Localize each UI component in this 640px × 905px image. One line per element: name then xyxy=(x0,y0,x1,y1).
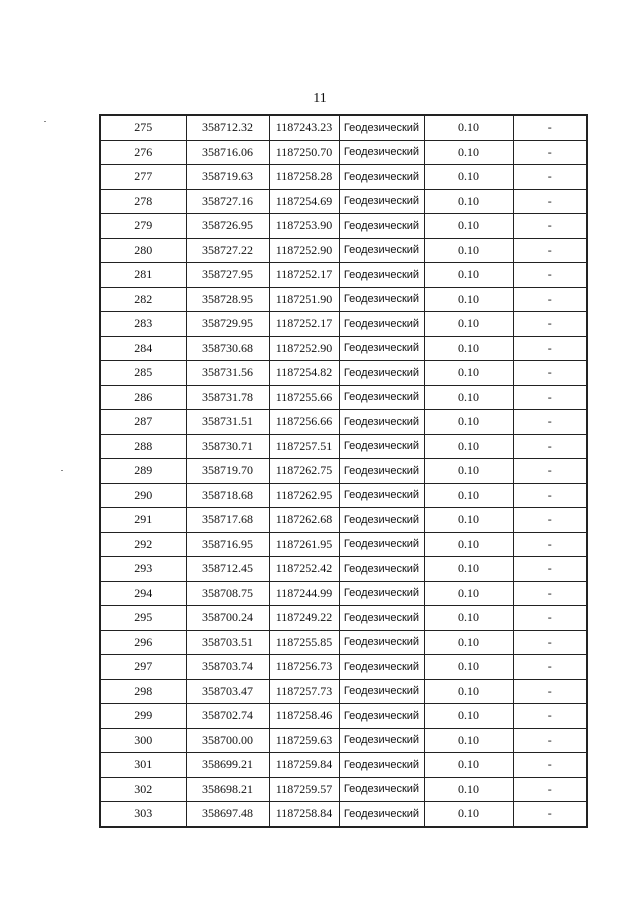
description-cell: - xyxy=(513,214,587,239)
point-number-cell: 293 xyxy=(100,557,186,582)
description-cell: - xyxy=(513,753,587,778)
table-row xyxy=(100,483,587,508)
method-cell: Геодезический xyxy=(339,728,424,753)
accuracy-cell: 0.10 xyxy=(424,140,513,165)
point-number-cell: 276 xyxy=(100,140,186,165)
x-coordinate-cell: 358730.71 xyxy=(186,434,269,459)
method-cell: Геодезический xyxy=(339,753,424,778)
x-coordinate-cell: 358708.75 xyxy=(186,581,269,606)
table-row xyxy=(100,140,587,165)
x-coordinate-cell: 358702.74 xyxy=(186,704,269,729)
method-cell: Геодезический xyxy=(339,189,424,214)
accuracy-cell: 0.10 xyxy=(424,532,513,557)
point-number-cell: 283 xyxy=(100,312,186,337)
y-coordinate-cell: 1187256.66 xyxy=(269,410,339,435)
description-cell: - xyxy=(513,312,587,337)
method-cell: Геодезический xyxy=(339,312,424,337)
description-cell: - xyxy=(513,581,587,606)
method-cell: Геодезический xyxy=(339,263,424,288)
description-cell: - xyxy=(513,508,587,533)
point-number-cell: 298 xyxy=(100,679,186,704)
x-coordinate-cell: 358719.63 xyxy=(186,165,269,190)
table-row xyxy=(100,115,587,140)
table-row xyxy=(100,728,587,753)
table-row xyxy=(100,581,587,606)
table-row xyxy=(100,777,587,802)
accuracy-cell: 0.10 xyxy=(424,606,513,631)
description-cell: - xyxy=(513,557,587,582)
method-cell: Геодезический xyxy=(339,802,424,827)
description-cell: - xyxy=(513,385,587,410)
y-coordinate-cell: 1187243.23 xyxy=(269,115,339,140)
description-cell: - xyxy=(513,165,587,190)
description-cell: - xyxy=(513,777,587,802)
accuracy-cell: 0.10 xyxy=(424,508,513,533)
description-cell: - xyxy=(513,606,587,631)
table-row xyxy=(100,263,587,288)
x-coordinate-cell: 358731.51 xyxy=(186,410,269,435)
table-row xyxy=(100,361,587,386)
point-number-cell: 296 xyxy=(100,630,186,655)
point-number-cell: 287 xyxy=(100,410,186,435)
accuracy-cell: 0.10 xyxy=(424,655,513,680)
table-row xyxy=(100,385,587,410)
accuracy-cell: 0.10 xyxy=(424,189,513,214)
description-cell: - xyxy=(513,140,587,165)
description-cell: - xyxy=(513,238,587,263)
point-number-cell: 290 xyxy=(100,483,186,508)
method-cell: Геодезический xyxy=(339,557,424,582)
method-cell: Геодезический xyxy=(339,508,424,533)
y-coordinate-cell: 1187262.95 xyxy=(269,483,339,508)
table-row xyxy=(100,655,587,680)
x-coordinate-cell: 358730.68 xyxy=(186,336,269,361)
accuracy-cell: 0.10 xyxy=(424,336,513,361)
description-cell: - xyxy=(513,532,587,557)
accuracy-cell: 0.10 xyxy=(424,238,513,263)
accuracy-cell: 0.10 xyxy=(424,385,513,410)
method-cell: Геодезический xyxy=(339,336,424,361)
x-coordinate-cell: 358727.22 xyxy=(186,238,269,263)
y-coordinate-cell: 1187252.90 xyxy=(269,238,339,263)
point-number-cell: 297 xyxy=(100,655,186,680)
y-coordinate-cell: 1187244.99 xyxy=(269,581,339,606)
y-coordinate-cell: 1187258.84 xyxy=(269,802,339,827)
x-coordinate-cell: 358727.95 xyxy=(186,263,269,288)
y-coordinate-cell: 1187250.70 xyxy=(269,140,339,165)
y-coordinate-cell: 1187252.17 xyxy=(269,312,339,337)
point-number-cell: 299 xyxy=(100,704,186,729)
table-row xyxy=(100,312,587,337)
y-coordinate-cell: 1187262.75 xyxy=(269,459,339,484)
table-row xyxy=(100,238,587,263)
table-row xyxy=(100,630,587,655)
table-row xyxy=(100,410,587,435)
point-number-cell: 279 xyxy=(100,214,186,239)
point-number-cell: 292 xyxy=(100,532,186,557)
point-number-cell: 281 xyxy=(100,263,186,288)
y-coordinate-cell: 1187254.82 xyxy=(269,361,339,386)
y-coordinate-cell: 1187256.73 xyxy=(269,655,339,680)
method-cell: Геодезический xyxy=(339,459,424,484)
x-coordinate-cell: 358698.21 xyxy=(186,777,269,802)
method-cell: Геодезический xyxy=(339,655,424,680)
x-coordinate-cell: 358716.95 xyxy=(186,532,269,557)
y-coordinate-cell: 1187253.90 xyxy=(269,214,339,239)
description-cell: - xyxy=(513,630,587,655)
accuracy-cell: 0.10 xyxy=(424,802,513,827)
y-coordinate-cell: 1187261.95 xyxy=(269,532,339,557)
x-coordinate-cell: 358731.56 xyxy=(186,361,269,386)
x-coordinate-cell: 358726.95 xyxy=(186,214,269,239)
x-coordinate-cell: 358718.68 xyxy=(186,483,269,508)
method-cell: Геодезический xyxy=(339,704,424,729)
table-row xyxy=(100,165,587,190)
point-number-cell: 302 xyxy=(100,777,186,802)
point-number-cell: 277 xyxy=(100,165,186,190)
description-cell: - xyxy=(513,655,587,680)
table-row xyxy=(100,532,587,557)
x-coordinate-cell: 358731.78 xyxy=(186,385,269,410)
y-coordinate-cell: 1187252.42 xyxy=(269,557,339,582)
page-number: 11 xyxy=(313,91,327,106)
description-cell: - xyxy=(513,679,587,704)
point-number-cell: 286 xyxy=(100,385,186,410)
table-row xyxy=(100,606,587,631)
description-cell: - xyxy=(513,115,587,140)
y-coordinate-cell: 1187252.90 xyxy=(269,336,339,361)
method-cell: Геодезический xyxy=(339,606,424,631)
accuracy-cell: 0.10 xyxy=(424,483,513,508)
point-number-cell: 289 xyxy=(100,459,186,484)
description-cell: - xyxy=(513,459,587,484)
method-cell: Геодезический xyxy=(339,679,424,704)
x-coordinate-cell: 358728.95 xyxy=(186,287,269,312)
x-coordinate-cell: 358712.45 xyxy=(186,557,269,582)
table-row xyxy=(100,287,587,312)
point-number-cell: 275 xyxy=(100,115,186,140)
y-coordinate-cell: 1187257.51 xyxy=(269,434,339,459)
accuracy-cell: 0.10 xyxy=(424,312,513,337)
scan-speck xyxy=(61,470,63,471)
table-row xyxy=(100,189,587,214)
method-cell: Геодезический xyxy=(339,115,424,140)
method-cell: Геодезический xyxy=(339,777,424,802)
y-coordinate-cell: 1187257.73 xyxy=(269,679,339,704)
table-row xyxy=(100,753,587,778)
y-coordinate-cell: 1187258.28 xyxy=(269,165,339,190)
point-number-cell: 284 xyxy=(100,336,186,361)
table-row xyxy=(100,557,587,582)
y-coordinate-cell: 1187259.84 xyxy=(269,753,339,778)
coordinates-table-body xyxy=(100,115,587,827)
x-coordinate-cell: 358703.74 xyxy=(186,655,269,680)
description-cell: - xyxy=(513,704,587,729)
table-row xyxy=(100,679,587,704)
method-cell: Геодезический xyxy=(339,483,424,508)
y-coordinate-cell: 1187262.68 xyxy=(269,508,339,533)
accuracy-cell: 0.10 xyxy=(424,434,513,459)
point-number-cell: 288 xyxy=(100,434,186,459)
point-number-cell: 300 xyxy=(100,728,186,753)
table-row xyxy=(100,214,587,239)
method-cell: Геодезический xyxy=(339,287,424,312)
x-coordinate-cell: 358729.95 xyxy=(186,312,269,337)
description-cell: - xyxy=(513,434,587,459)
x-coordinate-cell: 358717.68 xyxy=(186,508,269,533)
description-cell: - xyxy=(513,728,587,753)
accuracy-cell: 0.10 xyxy=(424,459,513,484)
x-coordinate-cell: 358700.00 xyxy=(186,728,269,753)
y-coordinate-cell: 1187249.22 xyxy=(269,606,339,631)
accuracy-cell: 0.10 xyxy=(424,287,513,312)
table-row xyxy=(100,704,587,729)
x-coordinate-cell: 358697.48 xyxy=(186,802,269,827)
method-cell: Геодезический xyxy=(339,630,424,655)
x-coordinate-cell: 358699.21 xyxy=(186,753,269,778)
x-coordinate-cell: 358703.47 xyxy=(186,679,269,704)
accuracy-cell: 0.10 xyxy=(424,361,513,386)
method-cell: Геодезический xyxy=(339,410,424,435)
accuracy-cell: 0.10 xyxy=(424,557,513,582)
method-cell: Геодезический xyxy=(339,361,424,386)
description-cell: - xyxy=(513,410,587,435)
method-cell: Геодезический xyxy=(339,434,424,459)
point-number-cell: 285 xyxy=(100,361,186,386)
point-number-cell: 301 xyxy=(100,753,186,778)
y-coordinate-cell: 1187254.69 xyxy=(269,189,339,214)
description-cell: - xyxy=(513,189,587,214)
point-number-cell: 303 xyxy=(100,802,186,827)
accuracy-cell: 0.10 xyxy=(424,630,513,655)
table-row xyxy=(100,459,587,484)
description-cell: - xyxy=(513,361,587,386)
table-row xyxy=(100,434,587,459)
scan-speck xyxy=(44,121,46,122)
accuracy-cell: 0.10 xyxy=(424,704,513,729)
y-coordinate-cell: 1187258.46 xyxy=(269,704,339,729)
x-coordinate-cell: 358700.24 xyxy=(186,606,269,631)
description-cell: - xyxy=(513,802,587,827)
method-cell: Геодезический xyxy=(339,581,424,606)
accuracy-cell: 0.10 xyxy=(424,165,513,190)
point-number-cell: 291 xyxy=(100,508,186,533)
accuracy-cell: 0.10 xyxy=(424,115,513,140)
point-number-cell: 295 xyxy=(100,606,186,631)
point-number-cell: 282 xyxy=(100,287,186,312)
y-coordinate-cell: 1187255.85 xyxy=(269,630,339,655)
description-cell: - xyxy=(513,287,587,312)
y-coordinate-cell: 1187259.63 xyxy=(269,728,339,753)
x-coordinate-cell: 358727.16 xyxy=(186,189,269,214)
coordinates-table xyxy=(99,114,588,828)
method-cell: Геодезический xyxy=(339,238,424,263)
x-coordinate-cell: 358716.06 xyxy=(186,140,269,165)
accuracy-cell: 0.10 xyxy=(424,263,513,288)
x-coordinate-cell: 358703.51 xyxy=(186,630,269,655)
x-coordinate-cell: 358712.32 xyxy=(186,115,269,140)
y-coordinate-cell: 1187259.57 xyxy=(269,777,339,802)
description-cell: - xyxy=(513,483,587,508)
y-coordinate-cell: 1187252.17 xyxy=(269,263,339,288)
x-coordinate-cell: 358719.70 xyxy=(186,459,269,484)
accuracy-cell: 0.10 xyxy=(424,214,513,239)
accuracy-cell: 0.10 xyxy=(424,777,513,802)
method-cell: Геодезический xyxy=(339,532,424,557)
point-number-cell: 280 xyxy=(100,238,186,263)
accuracy-cell: 0.10 xyxy=(424,679,513,704)
method-cell: Геодезический xyxy=(339,140,424,165)
table-row xyxy=(100,802,587,827)
method-cell: Геодезический xyxy=(339,385,424,410)
description-cell: - xyxy=(513,336,587,361)
accuracy-cell: 0.10 xyxy=(424,728,513,753)
accuracy-cell: 0.10 xyxy=(424,581,513,606)
point-number-cell: 294 xyxy=(100,581,186,606)
description-cell: - xyxy=(513,263,587,288)
accuracy-cell: 0.10 xyxy=(424,753,513,778)
y-coordinate-cell: 1187251.90 xyxy=(269,287,339,312)
table-row xyxy=(100,508,587,533)
point-number-cell: 278 xyxy=(100,189,186,214)
table-row xyxy=(100,336,587,361)
method-cell: Геодезический xyxy=(339,165,424,190)
accuracy-cell: 0.10 xyxy=(424,410,513,435)
y-coordinate-cell: 1187255.66 xyxy=(269,385,339,410)
method-cell: Геодезический xyxy=(339,214,424,239)
